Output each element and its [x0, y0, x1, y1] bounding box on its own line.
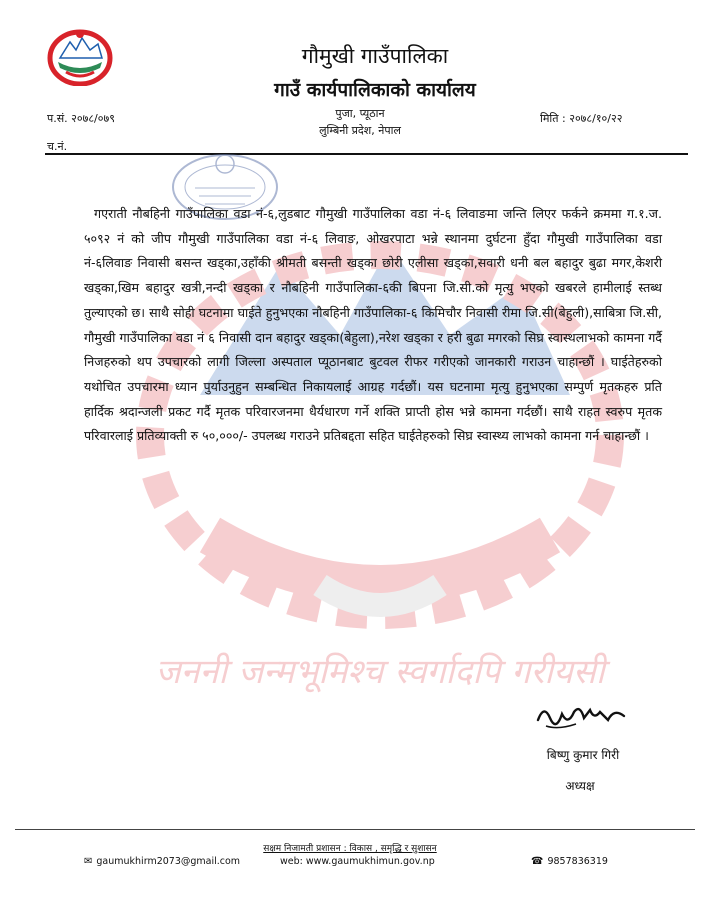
footer-divider — [15, 829, 695, 830]
signature — [528, 690, 638, 740]
watermark-motto: जननी जन्मभूमिश्च स्वर्गादपि गरीयसी — [155, 652, 605, 692]
signer-name: बिष्णु कुमार गिरी — [546, 748, 620, 762]
office-name: गाउँ कार्यपालिकाको कार्यालय — [274, 79, 476, 101]
dispatch-number: च.नं. — [47, 140, 68, 153]
address-line-1: पुजा, प्यूठान — [335, 107, 385, 120]
footer-email[interactable] — [84, 856, 240, 867]
footer-motto: सक्षम निजामती प्रशासन : विकास , समृद्धि र सुशासन — [263, 844, 437, 854]
envelope-icon: ✉ — [84, 856, 93, 867]
letter-date: मिति : २०७८/१०/२२ — [540, 112, 623, 125]
reference-number: प.सं. २०७८/०७९ — [47, 112, 115, 125]
website-text: www.gaumukhimun.gov.np — [305, 856, 435, 867]
header-divider — [45, 153, 688, 155]
footer-website[interactable] — [280, 856, 435, 867]
nepal-emblem-logo — [46, 28, 114, 86]
address-line-2: लुम्बिनी प्रदेश, नेपाल — [319, 124, 401, 137]
org-name: गौमुखी गाउँपालिका — [301, 44, 449, 68]
letter-body: गएराती नौबहिनी गाउँपालिका वडा नं-६,लुडबाट गौमुखी गाउँपालिका वडा नं-६ लिवाङमा जन्ति लिएर फर्कने क्रममा ग.१.ज. ५०९२ नं को जीप गौमुखी गाउँपालिका वडा नं-६ लिवाङ, ओखरपाटा भन्ने स्थानमा दुर्घटना हुँदा गौमुखी गाउँपालिका वडा नं-६लिवाङ निवासी बसन्त खड्का,उहाँकी श्रीमती बसन्ती खड्का छोरी एलीसा खड्का,सवारी धनी बल बहादुर बुढा मगर,केशरी खड्का,खिम बहादुर खत्री,नन्दी खड्का र नौबहिनी गाउँपालिका-६की बिपना जि.सी.को मृत्यु भएको खबरले हामीलाई स्तब्ध तुल्याएको छ। साथै सोही घटनामा घाईते हुनुभएका नौबहिनी गाउँपालिका-६ किमिचौर निवासी रीमा जि.सी(बेहुली),साबित्रा जि.सी, गौमुखी गाउँपालिका वडा नं ६ निवासी दान बहादुर खड्का(बेहुला),नरेश खड्का र हरी बुढा मगरको सिघ्र स्वास्थलाभको कामना गर्दै निजहरुको थप उपचारको लागी जिल्ला अस्पताल प्यूठानबाट बुटवल रीफर गरीएको जानकारी गराउन चाहान्छौं । घाईतेहरुको यथोचित उपचारमा ध्यान पुर्याउनुहुन सम्बन्धित निकायलाई आग्रह गर्दछौं। यस घटनामा मृत्यु हुनुभएका सम्पुर्ण मृतकहरु प्रति हार्दिक श्रदान्जली प्रकट गर्दै मृतक परिवारजनमा धैर्यधारण गर्ने शक्ति प्राप्ती होस भन्ने कामना गर्दछौं। साथै राहत स्वरुप मृतक परिवारलाई प्रतिव्याक्ती रु ५०,०००/- उपलब्ध गराउने प्रतिबद्दता सहित घाईतेहरुको सिघ्र स्वास्थ्य लाभको कामना गर्न चाहान्छौं । — [84, 206, 662, 444]
web-label: web: — [280, 856, 303, 867]
footer-phone — [531, 856, 608, 867]
phone-text: 9857836319 — [547, 856, 608, 867]
email-text: gaumukhirm2073@gmail.com — [96, 856, 241, 867]
signer-title: अध्यक्ष — [565, 779, 595, 793]
telephone-icon: ☎ — [531, 856, 544, 867]
